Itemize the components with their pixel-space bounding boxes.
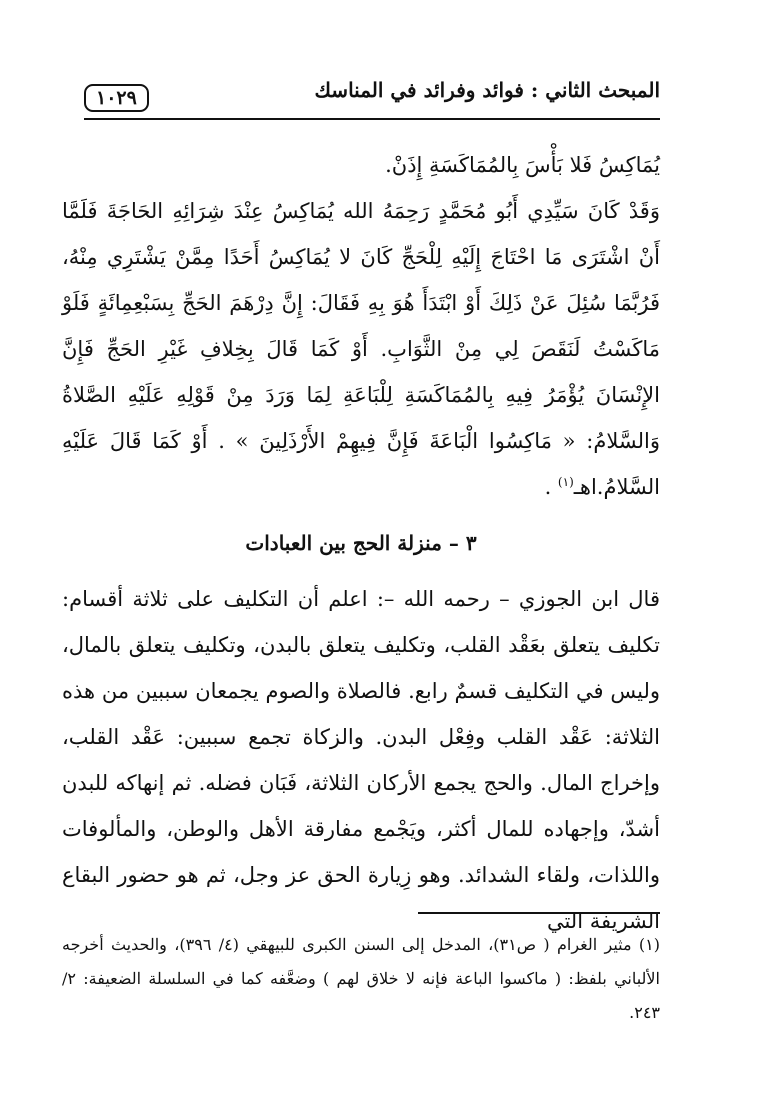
main-text <box>62 142 660 944</box>
footnote-reference: (١) <box>557 475 574 489</box>
footnotes <box>62 928 660 1030</box>
paragraph-3: قال ابن الجوزي – رحمه الله –: اعلم أن التكليف على ثلاثة أقسام: تكليف يتعلق بعَقْد القلب، وتكليف يتعلق بالبدن، وتكليف يتعلق بالمال، وليس في التكليف قسمٌ رابع. فالصلاة والصوم يجمعان سببين من هذه الثلاثة: عَقْد القلب وفِعْل البدن. والزكاة تجمع سببين: عَقْد القلب، وإخراج المال. والحج يجمع الأركان الثلاثة، فَبَان فضله. ثم إنهاكه للبدن أشدّ، وإجهاده للمال أكثر، ويَجْمع مفارقة الأهل والوطن، والمألوفات واللذات، ولقاء الشدائد. وهو زِيارة الحق عز وجل، ثم هو حضور البقاع الشريفة التي <box>62 587 660 933</box>
paragraph-2-end: . <box>544 475 558 499</box>
footnote-rule <box>418 912 660 914</box>
section-heading: ٣ – منزلة الحج بين العبادات <box>245 531 477 555</box>
footnote-1: (١) مثير الغرام ( ص٣١)، المدخل إلى السنن الكبرى للبيهقي (٤/ ٣٩٦)، والحديث أخرجه الألباني بلفظ: ( ماكسوا الباعة فإنه لا خلاق لهم ) وضعَّفه كما في السلسلة الضعيفة: ٢/ ٢٤٣. <box>62 935 660 1022</box>
paragraph-1: يُمَاكِسُ فَلا بَأْسَ بِالمُمَاكَسَةِ إِذَنْ. <box>385 153 660 177</box>
paragraph-2 <box>62 188 660 510</box>
paragraph-2-text: وَقَدْ كَانَ سَيِّدِي أَبُو مُحَمَّدٍ رَحِمَهُ الله يُمَاكِسُ عِنْدَ شِرَائِهِ الحَاجَةَ فَلَمَّا أَنْ اشْتَرَى مَا احْتَاجَ إِلَيْهِ لِلْحَجِّ كَانَ لا يُمَاكِسُ أَحَدًا مِمَّنْ يَشْتَرِي مِنْهُ، فَرُبَّمَا سُئِلَ عَنْ ذَلِكَ أَوْ ابْتَدَأَ هُوَ بِهِ فَقَالَ: إِنَّ دِرْهَمَ الحَجِّ بِسَبْعِمِائَةٍ فَلَوْ مَاكَسْتُ لَنَقَصَ لِي مِنْ الثَّوَابِ. أَوْ كَمَا قَالَ بِخِلافِ غَيْرِ الحَجِّ فَإِنَّ الإِنْسَانَ يُؤْمَرُ فِيهِ بِالمُمَاكَسَةِ لِلْبَاعَةِ لِمَا وَرَدَ مِنْ قَوْلِهِ عَلَيْهِ الصَّلاةُ وَالسَّلامُ: « مَاكِسُوا الْبَاعَةَ فَإِنَّ فِيهِمْ الأَرْذَلِينَ » . أَوْ كَمَا قَالَ عَلَيْهِ السَّلامُ.اهـ <box>62 199 660 499</box>
page-header <box>84 76 660 116</box>
running-title: المبحث الثاني : فوائد وفرائد في المناسك <box>314 78 660 102</box>
header-rule <box>84 118 660 120</box>
page-number: ١٠٢٩ <box>84 84 149 112</box>
